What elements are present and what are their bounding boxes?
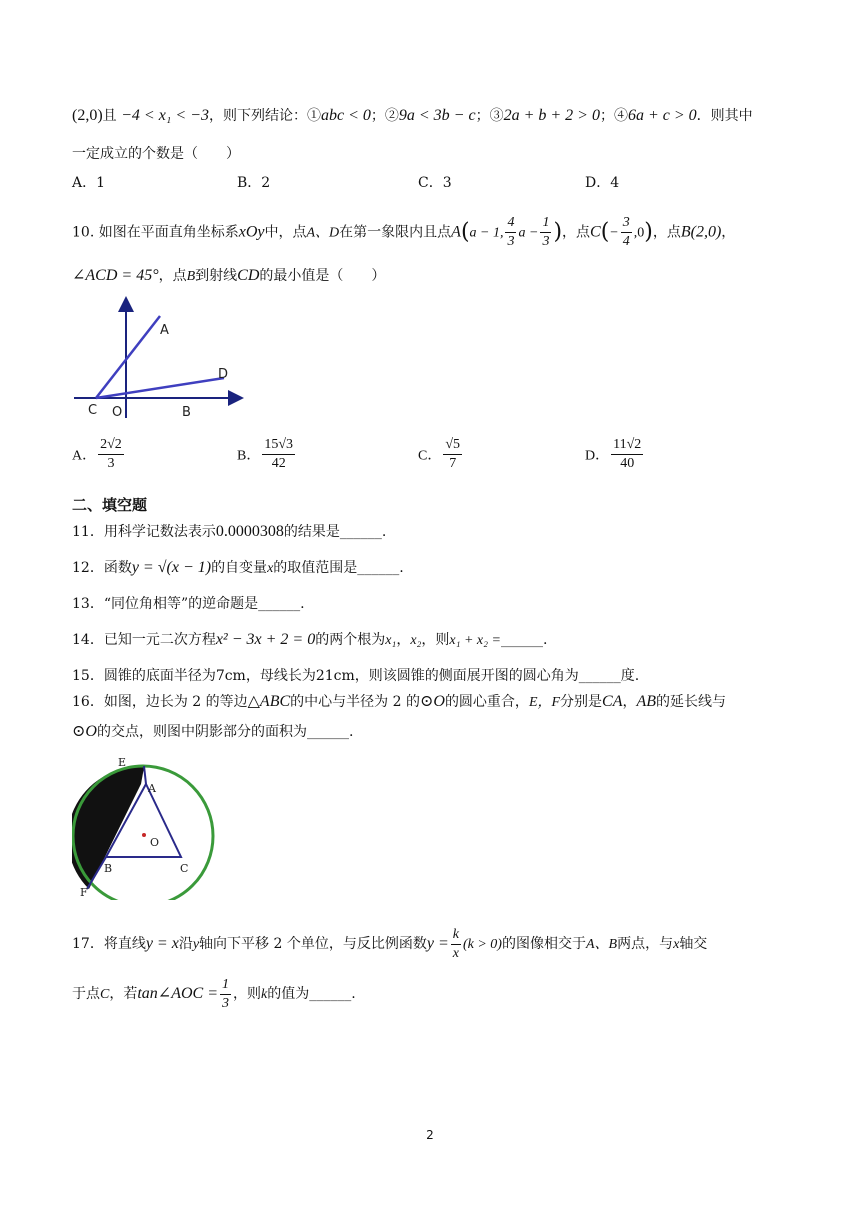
q9-option-d: D．4 [585, 175, 620, 191]
q11-text: 的结果是______. [283, 524, 387, 540]
option-frac [443, 436, 462, 473]
option-letter: B． [237, 448, 261, 464]
q17-text: 沿 [178, 936, 193, 952]
q9-text: ，则下列结论：① [208, 108, 321, 124]
q10-text: 在第一象限内且点 [339, 224, 452, 241]
q9-conclusion-2: 9a < 3b − c [398, 107, 476, 124]
q16-figure [72, 756, 220, 900]
frac-den: 3 [222, 995, 229, 1011]
frac-num: 4 [505, 214, 516, 233]
q12-function: y = √(x − 1) [131, 559, 212, 576]
q9-text: ．则其中 [696, 108, 753, 124]
q17-y-eq: y = [426, 935, 449, 952]
q10-point-c: C [590, 223, 601, 241]
q10-frac-4-3 [505, 214, 516, 251]
q11 [72, 522, 386, 542]
q17-tan: tan∠AOC = [137, 985, 218, 1002]
q16-text: 的中心与半径为 2 的 [290, 694, 420, 710]
frac-den: 4 [622, 234, 630, 249]
q10-c-rest: ,0 [633, 225, 645, 241]
q17-text: ，则 [233, 986, 261, 1002]
option-letter: A． [72, 448, 97, 464]
q17-text: 17．将直线 [72, 936, 146, 952]
q17-x: x [673, 937, 680, 952]
q16-text: 的圆心重合， [444, 694, 529, 710]
q12-x: x [267, 561, 274, 576]
frac-num: k [451, 926, 461, 945]
label-c: C [88, 403, 98, 418]
ray-ca [96, 316, 160, 398]
q11-number: 0.0000308 [215, 523, 284, 540]
line-ae [144, 766, 146, 784]
option-letter: C． [418, 448, 442, 464]
q10-a-mid: a − [518, 225, 539, 241]
q17-line-eq: y = x [145, 935, 179, 952]
q16-text: 的交点，则图中阴影部分的面积为______. [96, 724, 354, 740]
q10-text: 到射线 [195, 268, 238, 284]
q13: 13．“同位角相等”的逆命题是______. [72, 596, 305, 612]
q16-triangle: △ABC [247, 693, 291, 710]
q10-points: A、D [306, 225, 340, 241]
ray-cd [96, 378, 224, 398]
q14-text: ，则 [421, 632, 450, 648]
page-number: 2 [426, 1128, 434, 1142]
q12-text: 12．函数 [72, 560, 132, 576]
q10-line2 [72, 266, 385, 287]
frac-den: 40 [620, 456, 635, 471]
label-a: A [148, 782, 156, 795]
q14-equation: x² − 3x + 2 = 0 [215, 631, 316, 648]
frac-den: 7 [449, 456, 457, 471]
q10-text: 的最小值是（ ） [259, 268, 386, 284]
label-f: F [80, 886, 88, 899]
q14-text: 14．已知一元二次方程 [72, 632, 216, 648]
q9-option-c: C．3 [418, 175, 452, 191]
q15: 15．圆锥的底面半径为7cm，母线长为21cm，则该圆锥的侧面展开图的圆心角为______度. [72, 668, 640, 684]
frac-den: 3 [107, 456, 115, 471]
q9-conclusion-3: 2a + b + 2 > 0 [503, 107, 600, 124]
q14-sum: x₁ + x₂ = [449, 633, 501, 648]
q16-text: ， [622, 694, 637, 710]
q10-angle: ∠ACD = 45° [72, 267, 159, 284]
frac-num: 1 [220, 976, 231, 995]
q9-conclusion-4: 6a + c > 0 [627, 107, 697, 124]
q10-frac-1-3 [540, 214, 551, 251]
q9-text: ；③ [475, 108, 504, 124]
q9-line1 [72, 106, 753, 126]
q9-option-b: B．2 [237, 175, 271, 191]
q10-option-b [237, 436, 297, 473]
frac-den: 42 [271, 456, 286, 471]
q16-line1 [72, 692, 726, 713]
q10-text: ，点 [562, 224, 591, 241]
label-e: E [118, 756, 127, 769]
q17-text: 轴向下平移 2 个单位，与反比例函数 [199, 936, 427, 952]
q10-point-b: B(2,0) [680, 223, 722, 241]
q16-text: 的延长线与 [656, 694, 727, 710]
q14-text: 的两个根为 [315, 632, 386, 648]
q17-text: 轴交 [679, 936, 708, 952]
q10-figure [72, 294, 247, 424]
q10-text: ，点 [652, 224, 681, 241]
q16-circle: ⊙O [72, 723, 97, 740]
q9-text: ；④ [599, 108, 628, 124]
frac-den: 3 [507, 234, 515, 249]
frac-num: √5 [443, 436, 462, 455]
q10-frac-3-4 [621, 214, 632, 251]
q9-line2: 一定成立的个数是（ ） [72, 146, 240, 162]
center-o [142, 833, 146, 837]
label-b: B [182, 405, 191, 420]
q12-text: 的取值范围是______. [273, 560, 404, 576]
section-heading: 二、填空题 [72, 496, 148, 514]
q16-line2 [72, 722, 353, 742]
q16-text: 16．如图，边长为 2 的等边 [72, 694, 248, 710]
q10-text: ， [721, 224, 736, 241]
q9-point: (2,0) [72, 107, 103, 124]
frac-num: 2√2 [98, 436, 124, 455]
q14-x2: x₂ [410, 633, 422, 648]
label-o: O [150, 836, 160, 849]
q9-text: 且 [102, 108, 117, 124]
q10-point-a: A [451, 223, 461, 241]
q17-c: C [100, 987, 110, 1002]
q14-text: ______. [500, 632, 548, 648]
label-o: O [112, 405, 123, 420]
q16-ab: AB [636, 693, 657, 710]
frac-num: 15√3 [262, 436, 295, 455]
q10-cd: CD [237, 267, 260, 284]
q10-option-c [418, 436, 464, 473]
q17-text: 两点，与 [617, 936, 674, 952]
q12 [72, 558, 404, 579]
label-d: D [218, 367, 229, 382]
q9-text: ；② [370, 108, 399, 124]
q17-frac-k-x [451, 926, 461, 963]
q10-option-d [585, 436, 645, 473]
option-letter: D． [585, 448, 610, 464]
q17-frac-1-3 [220, 976, 231, 1013]
q17-line1 [72, 924, 707, 965]
q12-text: 的自变量 [211, 560, 268, 576]
q14 [72, 630, 547, 651]
q14-x1: x₁ [385, 633, 397, 648]
q10-text: ，点 [158, 268, 187, 284]
q10-text: 中，点 [264, 224, 307, 241]
q17-text: 的值为______. [267, 986, 356, 1002]
q16-ca: CA [602, 693, 623, 710]
q14-text: ， [396, 632, 411, 648]
q17-text: ，若 [109, 986, 138, 1002]
frac-num: 11√2 [611, 436, 643, 455]
q10-option-a [72, 436, 126, 473]
label-c: C [180, 862, 189, 875]
q17-y: y [192, 937, 200, 952]
frac-den: 3 [542, 234, 550, 249]
q10-a-x: a − 1, [469, 225, 504, 241]
q17-k-cond: (k > 0) [462, 937, 502, 952]
frac-den: x [452, 945, 459, 961]
option-frac [262, 436, 295, 473]
q9-conclusion-1: abc < 0 [320, 107, 371, 124]
q16-text: 分别是 [560, 694, 603, 710]
q10-xoy: xOy [238, 223, 265, 241]
q17-ab: A、B [585, 937, 618, 952]
frac-num: 3 [621, 214, 632, 233]
q9-x1-range: −4 < x₁ < −3 [121, 107, 209, 124]
option-frac [98, 436, 124, 473]
label-b: B [104, 862, 113, 875]
q10-c-neg: − [609, 225, 619, 241]
q10-text: 10. 如图在平面直角坐标系 [72, 224, 239, 241]
q10-b: B [186, 269, 196, 284]
option-frac [611, 436, 643, 473]
q17-k: k [261, 987, 268, 1002]
q17-line2 [72, 974, 356, 1015]
q16-ef: E，F [528, 695, 561, 710]
q16-circle: ⊙O [419, 693, 445, 710]
q17-text: 的图像相交于 [501, 936, 586, 952]
q17-text: 于点 [72, 986, 100, 1002]
q10-line1: 10. 如图在平面直角坐标系xOy中，点A、D在第一象限内且点A(a − 1, $\frac{4}{3}$ a − $\frac{1}{3}$ )，点C(− $\frac{3}{4}$ ,0)，点B(2,0)， [72, 215, 736, 249]
q9-option-a: A．1 [72, 175, 106, 191]
frac-num: 1 [540, 214, 551, 233]
q11-text: 11．用科学记数法表示 [72, 524, 216, 540]
label-a: A [160, 323, 169, 338]
